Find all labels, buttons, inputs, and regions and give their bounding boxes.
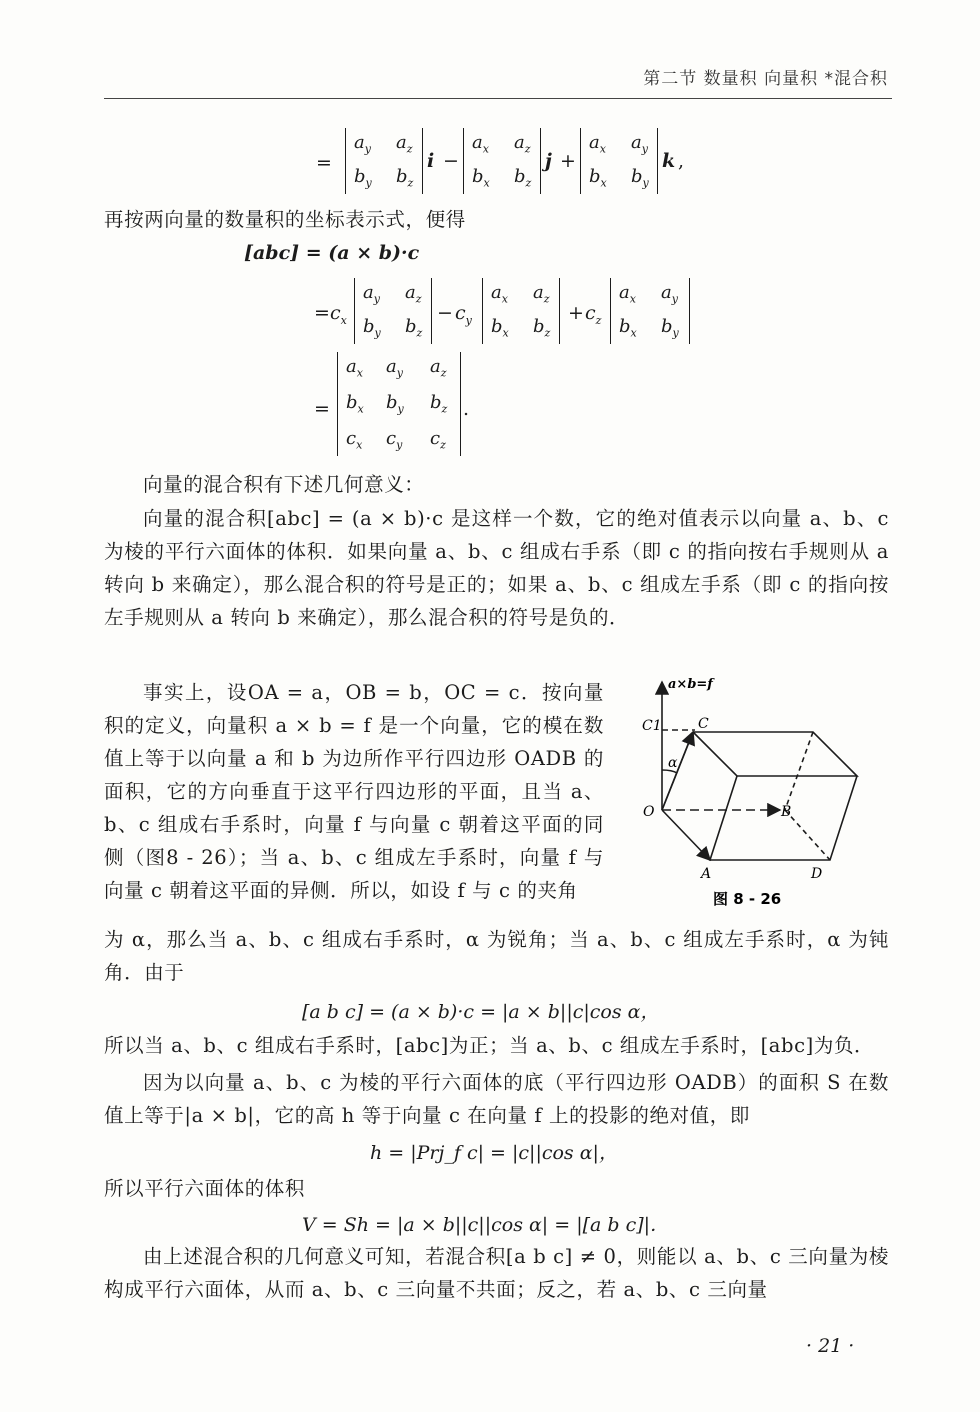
paragraph-volume: 因为以向量 a、b、c 为棱的平行六面体的底（平行四边形 OADB）的面积 S 在数值上等于|a × b|，它的高 h 等于向量 c 在向量 f 上的投影的绝对值，即	[104, 1071, 889, 1127]
determinant-4: $a_y$ $a_z$ $b_y$ $b_z$	[354, 278, 432, 344]
label-C: C	[698, 716, 709, 732]
paragraph-sign: 所以当 a、b、c 组成右手系时，[abc]为正；当 a、b、c 组成左手系时，[abc]为负．	[104, 1034, 875, 1057]
label-C1: C1	[642, 718, 662, 734]
comma: ,	[678, 150, 685, 172]
equation-cos: [a b c] = (a × b)·c = |a × b||c|cos α，	[302, 1001, 660, 1023]
label-D: D	[811, 866, 823, 882]
label-O: O	[643, 804, 655, 820]
paragraph-coplanar: 由上述混合积的几何意义可知，若混合积[a b c] ≠ 0，则能以 a、b、c 三向量为棱构成平行六面体，从而 a、b、c 三向量不共面；反之，若 a、b、c 三向量	[104, 1245, 889, 1301]
label-A: A	[701, 866, 712, 882]
paragraph-alpha: 为 α，那么当 a、b、c 组成右手系时，α 为锐角；当 a、b、c 组成左手系时，α 为钝角．由于	[104, 928, 889, 984]
vector-a	[662, 810, 710, 860]
page-number: · 21 ·	[806, 1335, 855, 1357]
minus-sign: −	[443, 150, 459, 172]
running-header	[643, 64, 888, 89]
equals-sign: =	[316, 152, 332, 174]
meaning-title: 向量的混合积有下述几何意义：	[143, 473, 425, 496]
plus-sign: +	[560, 150, 576, 172]
equation-abc: [abc] = (a × b)·c	[244, 242, 420, 264]
unit-vector-j: j	[545, 150, 552, 172]
determinant-6: $a_x$ $a_y$ $b_x$ $b_y$	[610, 278, 690, 344]
figure-parallelepiped	[625, 670, 885, 920]
figure-caption: 图 8 - 26	[713, 890, 782, 908]
determinant-5: $a_x$ $a_z$ $b_x$ $b_z$	[482, 278, 560, 344]
paragraph-volume-intro: 所以平行六面体的体积	[104, 1177, 306, 1200]
determinant-1: $a_y$ $a_z$ $b_y$ $b_z$	[345, 128, 423, 194]
label-B: B	[781, 804, 792, 820]
header-section: 第二节 数量积 向量积 *混合积	[643, 69, 888, 89]
header-rule	[104, 98, 892, 99]
paragraph-geometric-meaning: 向量的混合积[abc] = (a × b)·c 是这样一个数，它的绝对值表示以向量 a、b、c 为棱的平行六面体的体积．如果向量 a、b、c 组成右手系（即 c 的指向按右手规则从 a 转向 b 来确定），那么混合积的符号是正的；如果 a、b、c 组成左手系（即 c 的指向按左手规则从 a 转向 b 来确定），那么混合积的符号是负的．	[104, 507, 889, 629]
label-f: a×b=f	[668, 677, 713, 692]
determinant-3: $a_x$ $a_y$ $b_x$ $b_y$	[580, 128, 658, 194]
intro-line: 再按两向量的数量积的坐标表示式，便得	[104, 208, 466, 231]
paragraph-in-fact: 事实上，设OA = a，OB = b，OC = c．按向量积的定义，向量积 a × b = f 是一个向量，它的模在数值上等于以向量 a 和 b 为边所作平行四边形 OADB 的面积，它的方向垂直于这平行四边形的平面，且当 a、b、c 组成右手系时，向量 f 与向量 c 朝着这平面的同侧（图8 - 26）；当 a、b、c 组成左手系时，向量 f 与向量 c 朝着这平面的异侧．所以，如设 f 与 c 的夹角	[104, 681, 604, 902]
unit-vector-i: i	[427, 150, 435, 172]
determinant-3x3: $a_x$ $a_y$ $a_z$ $b_x$ $b_y$ $b_z$ $c_x$ $c_y$ $c_z$	[337, 352, 461, 456]
unit-vector-k: k	[662, 150, 676, 172]
equation-volume: V = Sh = |a × b||c||cos α| = |[a b c]|．	[302, 1214, 670, 1236]
determinant-2: $a_x$ $a_z$ $b_x$ $b_z$	[463, 128, 541, 194]
equation-height: h = |Prj_f c| = |c||cos α|，	[370, 1142, 618, 1164]
label-alpha: α	[668, 755, 678, 771]
